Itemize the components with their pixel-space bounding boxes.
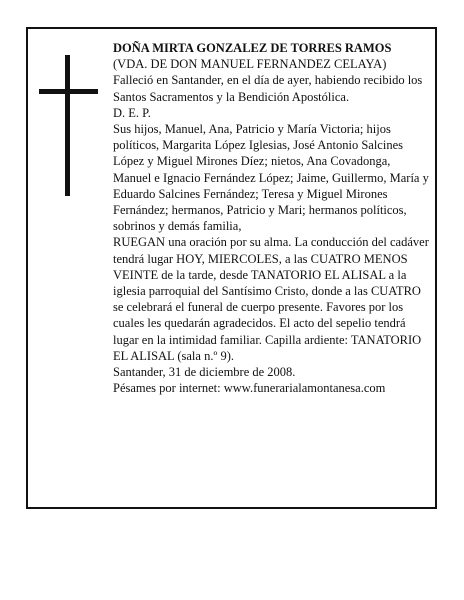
cross-icon	[65, 55, 70, 196]
family-list: Sus hijos, Manuel, Ana, Patricio y María Victoria; hijos políticos, Margarita López Iglesias, José Antonio Salcines López y Miguel Mirones Díez; nietos, Ana Covadonga, Manuel e Ignacio Fernández López; Jaime, Guillermo, María y Eduardo Salcines Fernández; Teresa y Miguel Mirones Fernández; hermanos, Patricio y Mari; hermanos políticos, sobrinos y demás familia,	[113, 122, 429, 234]
notice-text	[113, 40, 431, 396]
cross-crossbar	[39, 89, 98, 94]
funeral-request: RUEGAN una oración por su alma. La conducción del cadáver tendrá lugar HOY, MIERCOLES, a las CUATRO MENOS VEINTE de la tarde, desde TANATORIO EL ALISAL a la iglesia parroquial del Santísimo Cristo, donde a las CUATRO se celebrará el funeral de cuerpo presente. Favores por los cuales les quedarán agradecidos. El acto del sepelio tendrá lugar en la intimidad familiar. Capilla ardiente: TANATORIO EL ALISAL (sala n.º 9).	[113, 235, 429, 363]
death-announcement: Falleció en Santander, en el día de ayer, habiendo recibido los Santos Sacramentos y la Bendición Apostólica.	[113, 73, 423, 104]
dep: D. E. P.	[113, 105, 151, 120]
deceased-name: DOÑA MIRTA GONZALEZ DE TORRES RAMOS	[113, 41, 392, 55]
widow-of: (VDA. DE DON MANUEL FERNANDEZ CELAYA)	[113, 57, 387, 72]
condolences-line: Pésames por internet: www.funerarialamontanesa.com	[113, 381, 386, 396]
place-date: Santander, 31 de diciembre de 2008.	[113, 365, 296, 380]
